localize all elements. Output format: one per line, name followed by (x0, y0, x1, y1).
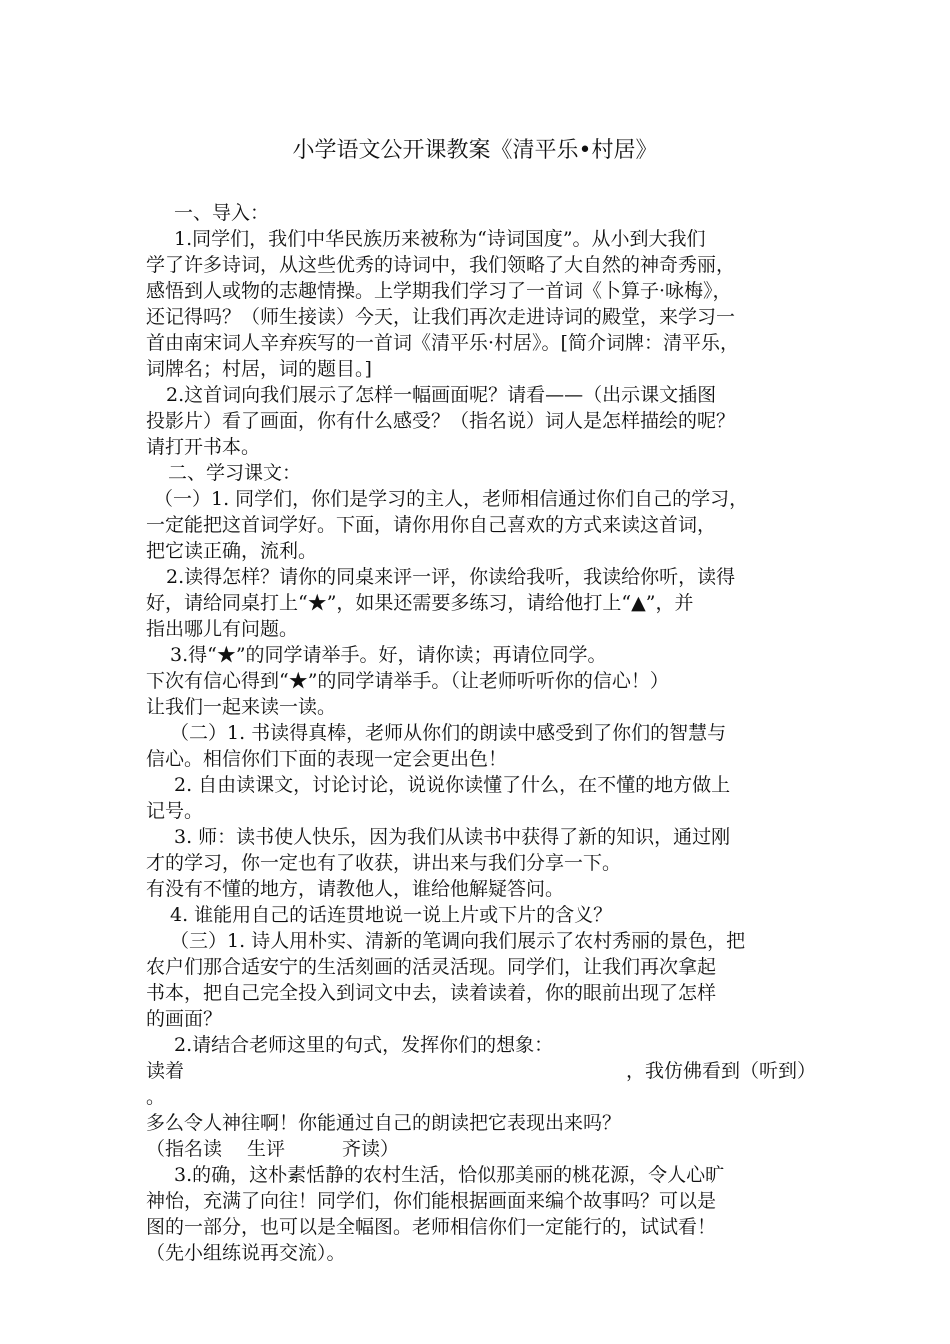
paragraph-line: 让我们一起来读一读。 (146, 696, 337, 718)
paragraph-line: 神怡，充满了向往！同学们，你们能根据画面来编个故事吗？可以是 (146, 1190, 717, 1212)
paragraph-line: 1.同学们，我们中华民族历来被称为“诗词国度”。从小到大我们 (174, 228, 706, 250)
paragraph-line: （三）1. 诗人用朴实、清新的笔调向我们展示了农村秀丽的景色，把 (170, 930, 746, 952)
paragraph-line: （二）1. 书读得真棒，老师从你们的朗读中感受到了你们的智慧与 (170, 722, 727, 744)
paragraph-line: 书本，把自己完全投入到词文中去，读着读着，你的眼前出现了怎样 (146, 982, 717, 1004)
paragraph-line: 3.得“★”的同学请举手。好，请你读；再请位同学。 (170, 644, 607, 666)
paragraph-line: 把它读正确，流利。 (146, 540, 318, 562)
paragraph-line: 首由南宋词人辛弃疾写的一首词《清平乐·村居》。[简介词牌：清平乐， (146, 332, 739, 354)
paragraph-line: 指出哪儿有问题。 (146, 618, 299, 640)
paragraph-line: 好，请给同桌打上“★”，如果还需要多练习，请给他打上“▲”，并 (146, 592, 694, 614)
paragraph-line: 学了许多诗词，从这些优秀的诗词中，我们领略了大自然的神奇秀丽， (146, 254, 736, 276)
paragraph-line: 多么令人神往啊！你能通过自己的朗读把它表现出来吗？ (146, 1112, 622, 1134)
paragraph-line: （一）1. 同学们，你们是学习的主人，老师相信通过你们自己的学习， (154, 488, 749, 510)
paragraph-line: 信心。相信你们下面的表现一定会更出色！ (146, 748, 508, 770)
paragraph-line: （指名读 生评 齐读） (146, 1138, 400, 1160)
paragraph-line: 才的学习，你一定也有了收获，讲出来与我们分享一下。 (146, 852, 622, 874)
paragraph-line: 2.请结合老师这里的句式，发挥你们的想象： (174, 1034, 554, 1056)
paragraph-line: 农户们那合适安宁的生活刻画的活灵活现。同学们，让我们再次拿起 (146, 956, 717, 978)
paragraph-line: 记号。 (146, 800, 204, 822)
section-heading-study: 二、学习课文： (168, 462, 302, 484)
paragraph-line: 感悟到人或物的志趣情操。上学期我们学习了一首词《卜算子·咏梅》， (146, 280, 732, 302)
paragraph-line: 下次有信心得到“★”的同学请举手。（让老师听听你的信心！） (146, 670, 669, 692)
paragraph-line: 投影片）看了画面，你有什么感受？（指名说）词人是怎样描绘的呢？ (146, 410, 736, 432)
paragraph-line: 请打开书本。 (146, 436, 261, 458)
paragraph-line: 2.读得怎样？请你的同桌来评一评，你读给我听，我读给你听，读得 (166, 566, 736, 588)
fill-blank-left: 读着 (146, 1060, 185, 1082)
section-heading-intro: 一、导入： (174, 202, 270, 224)
document-body (146, 200, 816, 1266)
paragraph-line: 一定能把这首词学好。下面，请你用你自己喜欢的方式来读这首词， (146, 514, 717, 536)
paragraph-line: 的画面？ (146, 1008, 223, 1030)
paragraph-line: 4. 谁能用自己的话连贯地说一说上片或下片的含义？ (170, 904, 613, 926)
fill-in-sentence-pattern (146, 1058, 816, 1084)
document-title: 小学语文公开课教案《清平乐•村居》 (292, 138, 658, 163)
paragraph-line: 2.这首词向我们展示了怎样一幅画面呢？请看——（出示课文插图 (166, 384, 717, 406)
paragraph-line: 3. 师：读书使人快乐，因为我们从读书中获得了新的知识，通过刚 (174, 826, 731, 848)
paragraph-line: 3.的确，这朴素恬静的农村生活，恰似那美丽的桃花源，令人心旷 (174, 1164, 725, 1186)
paragraph-line: （先小组练说再交流）。 (146, 1242, 346, 1264)
fill-blank-right: ，我仿佛看到（听到） (625, 1060, 816, 1082)
paragraph-line: 有没有不懂的地方，请教他人，谁给他解疑答问。 (146, 878, 565, 900)
paragraph-line: 。 (146, 1086, 166, 1108)
paragraph-line: 2. 自由读课文，讨论讨论，说说你读懂了什么，在不懂的地方做上 (174, 774, 731, 796)
paragraph-line: 图的一部分，也可以是全幅图。老师相信你们一定能行的，试试看！ (146, 1216, 717, 1238)
paragraph-line: 词牌名；村居，词的题目。] (146, 358, 372, 380)
paragraph-line: 还记得吗？（师生接读）今天，让我们再次走进诗词的殿堂，来学习一 (146, 306, 736, 328)
